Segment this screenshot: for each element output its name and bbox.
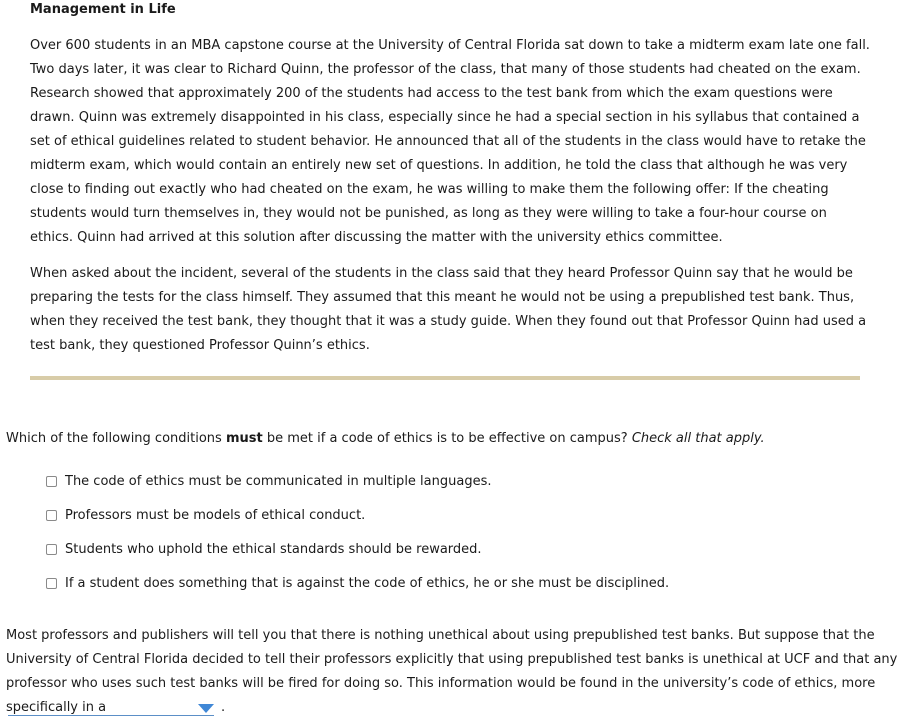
question-1-prompt xyxy=(6,429,765,449)
case-title: Management in Life xyxy=(30,2,176,17)
option-3[interactable] xyxy=(46,539,482,559)
option-2-label: Professors must be models of ethical conduct. xyxy=(65,507,366,523)
answer-dropdown[interactable] xyxy=(8,703,214,716)
option-4-checkbox[interactable] xyxy=(46,578,57,589)
trailing-period: . xyxy=(221,700,226,715)
option-2[interactable] xyxy=(46,505,365,525)
section-divider xyxy=(30,376,860,380)
question-2-text: Most professors and publishers will tell you that there is nothing unethical about using prepublished test banks. But suppose that the University of Central Florida decided to tell their professors explicitly that using prepublished test banks is unethical at UCF and that any professor who uses such test banks will be fired for doing so. This information would be found in the university’s code of ethics, more specifically in a xyxy=(6,628,898,715)
option-4-label: If a student does something that is against the code of ethics, he or she must be disciplined. xyxy=(65,575,670,591)
question-1-emphasis: must xyxy=(225,431,263,446)
option-1-checkbox[interactable] xyxy=(46,476,57,487)
case-paragraph-1: Over 600 students in an MBA capstone course at the University of Central Florida sat down to take a midterm exam late one fall. Two days later, it was clear to Richard Quinn, the professor of the class, that many of those students had cheated on the exam. Research showed that approximately 200 of the students had access to the test bank from which the exam questions were drawn. Quinn was extremely disappointed in his class, especially since he had a special section in his syllabus that contained a set of ethical guidelines related to student behavior. He announced that all of the students in the class would have to retake the midterm exam, which would contain an entirely new set of questions. In addition, he told the class that although he was very close to finding out exactly who had cheated on the exam, he was willing to make them the following offer: If the cheating students would turn themselves in, they would not be punished, as long as they were willing to take a four-hour course on ethics. Quinn had arrived at this solution after discussing the matter with the university ethics committee. xyxy=(30,38,870,245)
option-1[interactable] xyxy=(46,471,492,491)
case-paragraph-2: When asked about the incident, several of the students in the class said that they heard Professor Quinn say that he would be preparing the tests for the class himself. They assumed that this meant he would not be using a prepublished test bank. Thus, when they received the test bank, they thought that it was a study guide. When they found out that Professor Quinn had used a test bank, they questioned Professor Quinn’s ethics. xyxy=(30,266,867,353)
option-3-checkbox[interactable] xyxy=(46,544,57,555)
option-1-label: The code of ethics must be communicated in multiple languages. xyxy=(65,473,492,489)
question-1-prefix: Which of the following conditions xyxy=(6,431,226,446)
option-2-checkbox[interactable] xyxy=(46,510,57,521)
option-4[interactable] xyxy=(46,573,669,593)
chevron-down-icon[interactable] xyxy=(198,704,214,713)
question-1-instruction: Check all that apply. xyxy=(631,431,765,446)
question-1-suffix: be met if a code of ethics is to be effective on campus? xyxy=(262,431,632,446)
option-3-label: Students who uphold the ethical standards should be rewarded. xyxy=(65,541,482,557)
